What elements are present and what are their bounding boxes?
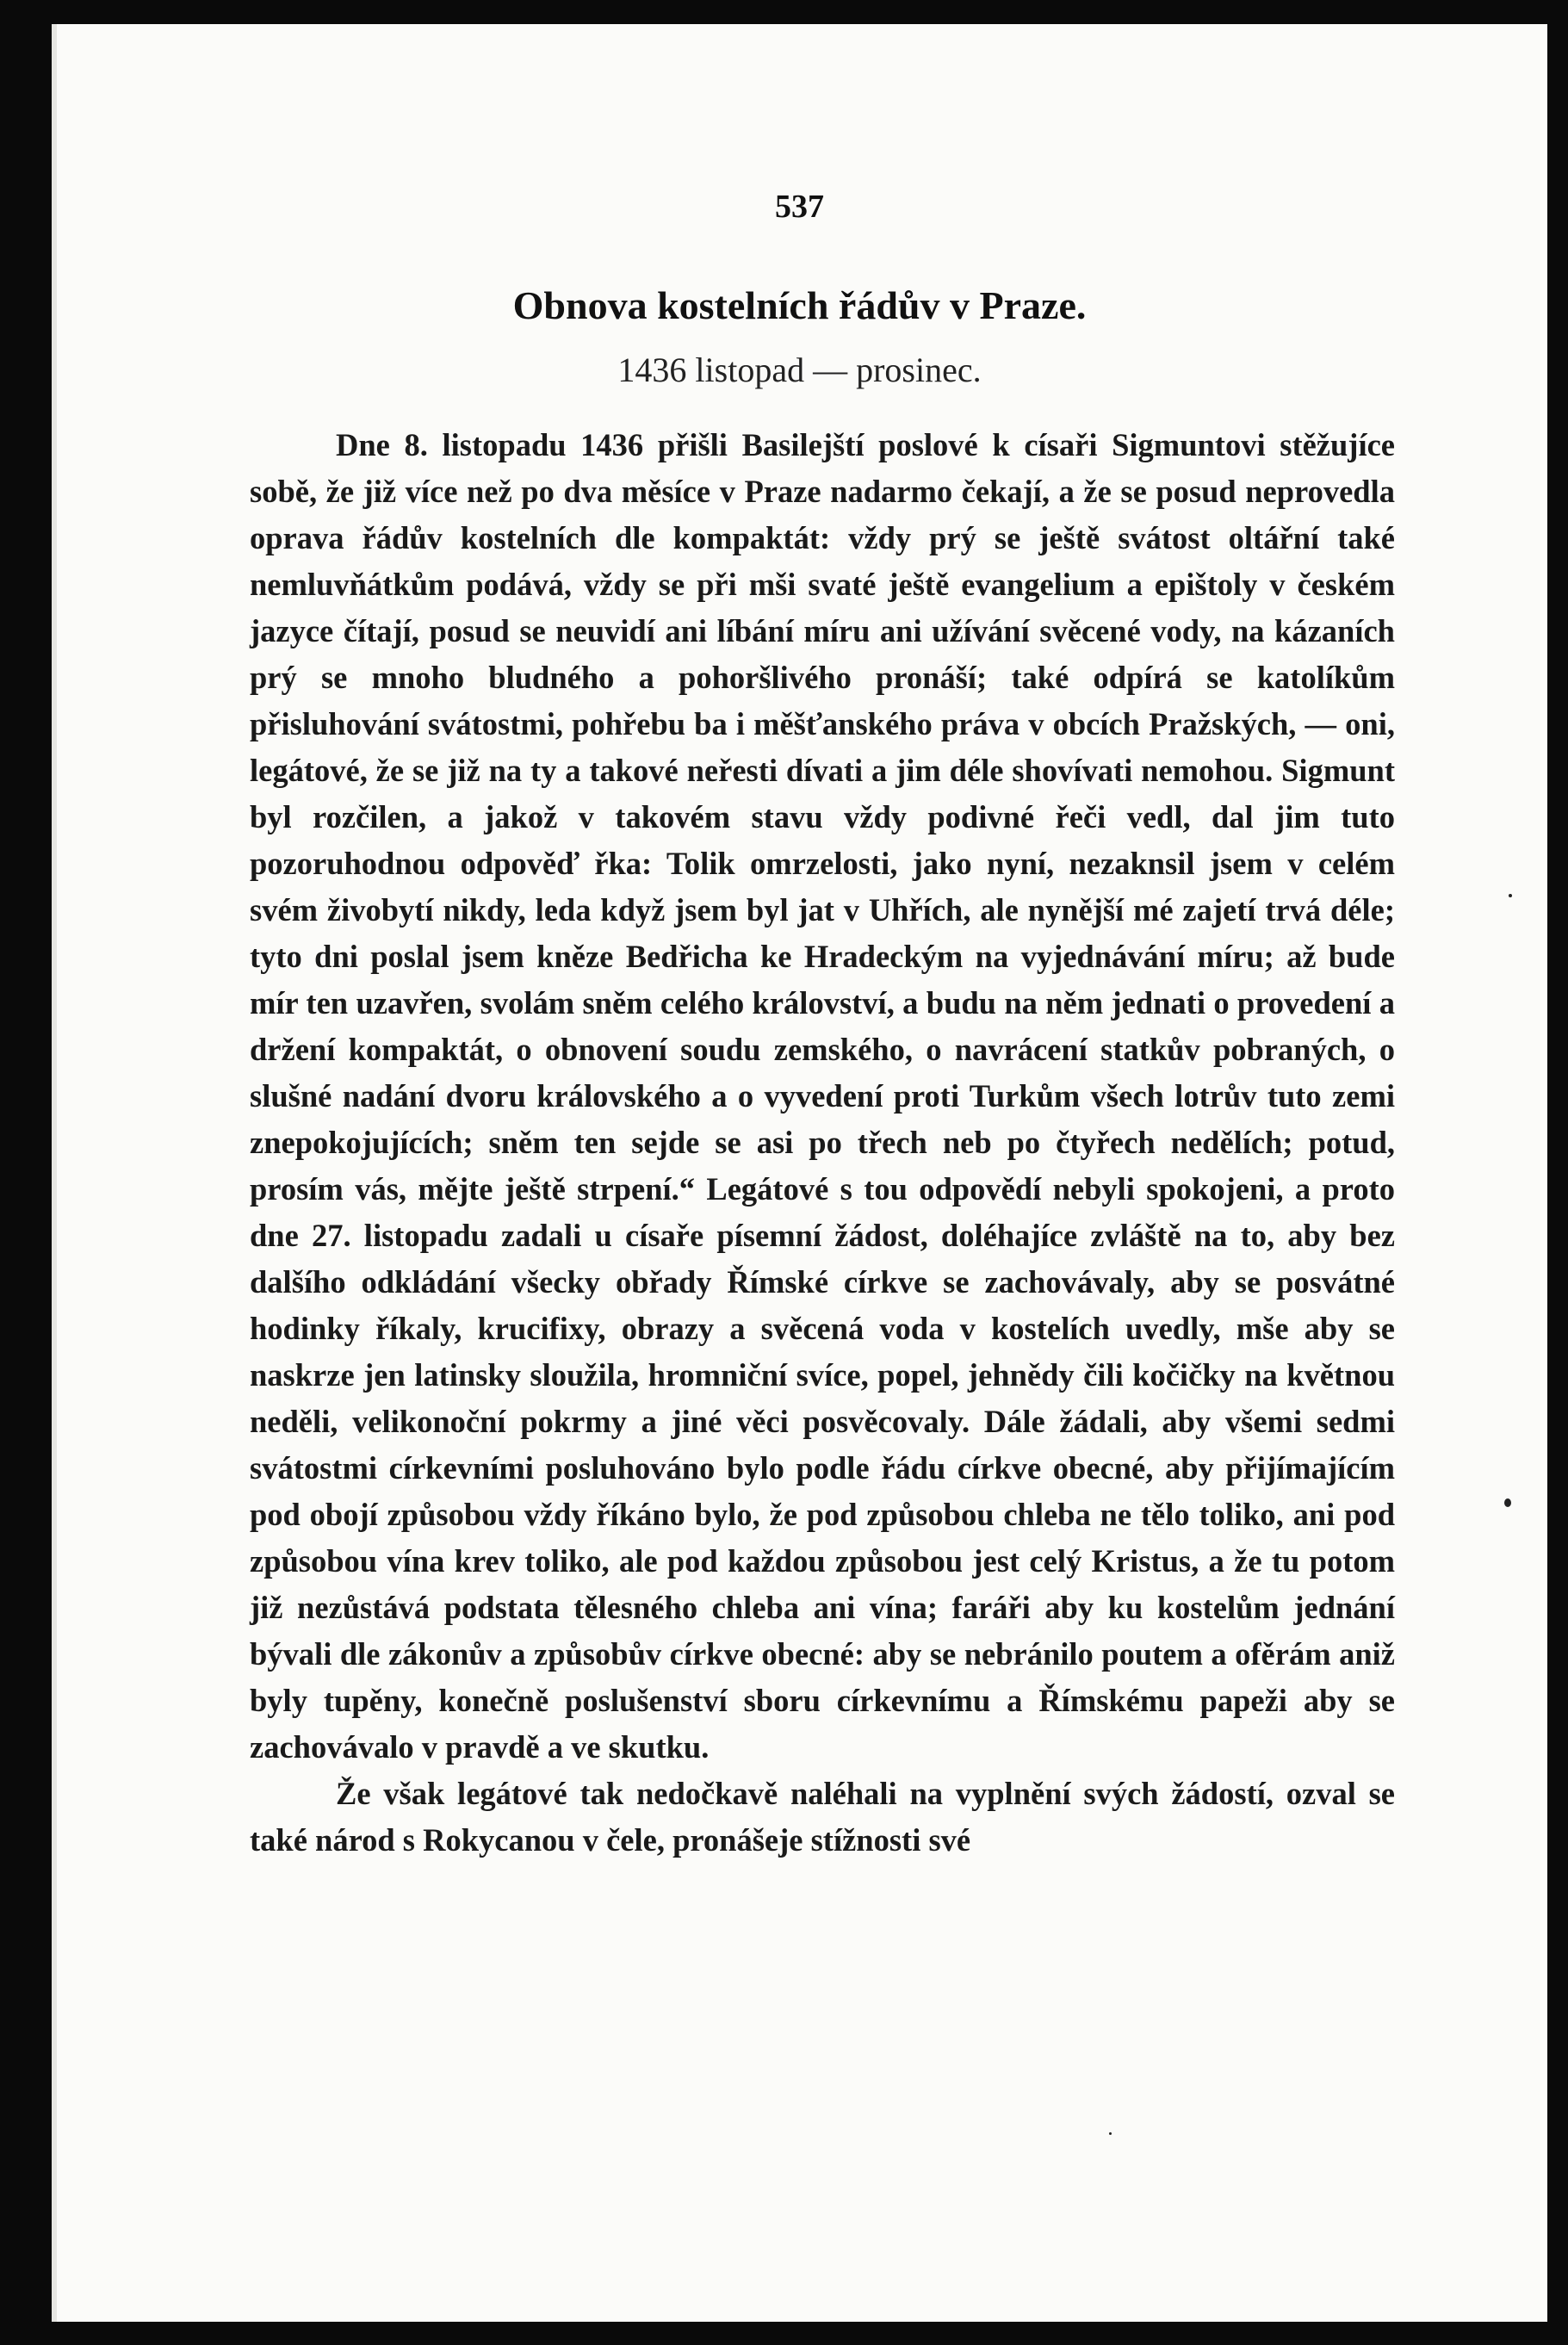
paragraph-1: Dne 8. listopadu 1436 přišli Basilejští poslové k císaři Sigmuntovi stěžujíce sobě, že již více než po dva měsíce v Praze nadarmo čekají, a že se posud neprovedla oprava řádův kostelních dle kompaktát: vždy prý se ještě svátost oltářní také nemluvňátkům podává, vždy se při mši svaté ještě evangelium a epištoly v českém jazyce čítají, posud se neuvidí ani líbání míru ani užívání svěcené vody, na kázaních prý se mnoho bludného a pohoršlivého pronáší; také odpírá se katolíkům přisluhování svátostmi, pohřebu ba i měšťanského práva v obcích Pražských, — oni, legátové, že se již na ty a takové neřesti dívati a jim déle shovívati nemohou. Sigmunt byl rozčilen, a jakož v takovém stavu vždy podivné řeči vedl, dal jim tuto pozoruhodnou odpověď řka: Tolik omrzelosti, jako nyní, nezaknsil jsem v celém svém živobytí nikdy, leda když jsem byl jat v Uhřích, ale nynější mé zajetí trvá déle; tyto dni poslal jsem kněze Bedřicha ke Hradeckým na vyjednávání míru; až bude mír ten uzavřen, svolám sněm celého království, a budu na něm jednati o provedení a držení kompaktát, o obnovení soudu zemského, o navrácení statkův pobraných, o slušné nadání dvoru královského a o vyvedení proti Turkům všech lotrův tuto zemi znepokojujících; sněm ten sejde se asi po třech neb po čtyřech nedělích; potud, prosím vás, mějte ještě strpení.“ Legátové s tou odpovědí nebyli spokojeni, a proto dne 27. listopadu zadali u císaře písemní žádost, doléhajíce zvláště na to, aby bez dalšího odkládání všecky obřady Římské církve se zachovávaly, aby se posvátné hodinky říkaly, krucifixy, obrazy a svěcená voda v kostelích uvedly, mše aby se naskrze jen latinsky sloužila, hromniční svíce, popel, jehnědy čili kočičky na květnou neděli, velikonoční pokrmy a jiné věci posvěcovaly. Dále žádali, aby všemi sedmi svátostmi církevními posluhováno bylo podle řádu církve obecné, aby přijímajícím pod obojí způsobou vždy říkáno bylo, že pod způsobou chleba ne tělo toliko, ani pod způsobou vína krev toliko, ale pod každou způsobou jest celý Kristus, a že tu potom již nezůstává podstata tělesného chleba ani vína; faráři aby ku kostelům jednání bývali dle zákonův a způsobův církve obecné: aby se nebránilo poutem a ofěrám aniž byly tupěny, konečně poslušenství sboru církevnímu a Římskému papeži aby se zachovávalo v pravdě a ve skutku. [250, 427, 1395, 1765]
book-page [52, 24, 1547, 2322]
ink-speck [1504, 1498, 1511, 1507]
chapter-date: 1436 listopad — prosinec. [617, 351, 982, 389]
body-text [250, 422, 1395, 1864]
paragraph-2: Že však legátové tak nedočkavě naléhali na vyplnění svých žádostí, ozval se také národ s Rokycanou v čele, pronášeje stížnosti své [250, 1776, 1395, 1858]
ink-speck [1109, 2132, 1112, 2135]
chapter-title: Obnova kostelních řádův v Praze. [512, 283, 1087, 327]
page-number: 537 [775, 189, 824, 225]
ink-speck [1509, 894, 1512, 897]
